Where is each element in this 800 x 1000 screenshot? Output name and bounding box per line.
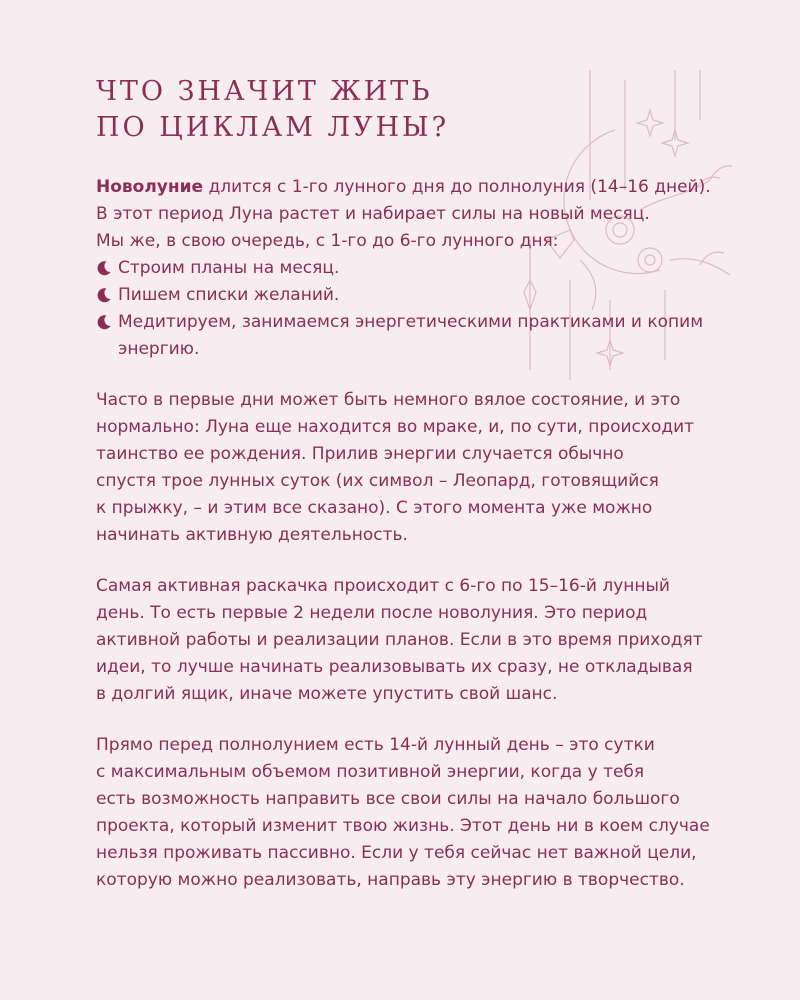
paragraph-1 (96, 387, 746, 549)
paragraph-line: начинать активную деятельность. (96, 525, 408, 545)
crescent-moon-icon (96, 314, 112, 330)
paragraph-line: спустя трое лунных суток (их символ – Леопард, готовящийся (96, 471, 659, 491)
new-moon-term: Новолуние (96, 177, 204, 197)
paragraph-line: проекта, который изменит твою жизнь. Этот день ни в коем случае (96, 816, 710, 836)
intro-line-2: В этот период Луна растет и набирает силы на новый месяц. (96, 204, 650, 224)
list-item-text: энергию. (118, 339, 200, 359)
page-body (96, 174, 746, 918)
paragraph-2 (96, 573, 746, 708)
page-title (96, 74, 746, 146)
crescent-moon-icon (96, 260, 112, 276)
page-title-line-1: ЧТО ЗНАЧИТ ЖИТЬ (96, 76, 433, 107)
list-item (96, 309, 746, 363)
paragraph-line: в долгий ящик, иначе можете упустить свой шанс. (96, 684, 558, 704)
list-item (96, 282, 746, 309)
paragraph-line: день. То есть первые 2 недели после новолуния. Это период (96, 603, 648, 623)
paragraph-line: Самая активная раскачка происходит с 6-го по 15–16-й лунный (96, 576, 670, 596)
list-item-text: Пишем списки желаний. (118, 285, 340, 305)
intro-line-3: Мы же, в свою очередь, с 1-го до 6-го лунного дня: (96, 231, 559, 251)
paragraph-line: идеи, то лучше начинать реализовывать их сразу, не откладывая (96, 657, 693, 677)
paragraph-3 (96, 732, 746, 894)
paragraph-line: Часто в первые дни может быть немного вялое состояние, и это (96, 390, 681, 410)
new-moon-actions-list (96, 255, 746, 363)
paragraph-line: которую можно реализовать, направь эту энергию в творчество. (96, 870, 685, 890)
list-item (96, 255, 746, 282)
crescent-moon-icon (96, 287, 112, 303)
paragraph-line: с максимальным объемом позитивной энергии, когда у тебя (96, 762, 645, 782)
paragraph-line: активной работы и реализации планов. Если в это время приходят (96, 630, 703, 650)
intro-section (96, 174, 746, 363)
list-item-text: Строим планы на месяц. (118, 258, 340, 278)
paragraph-line: таинство ее рождения. Прилив энергии случается обычно (96, 444, 624, 464)
paragraph-line: к прыжку, – и этим все сказано). С этого момента уже можно (96, 498, 653, 518)
paragraph-line: нельзя проживать пассивно. Если у тебя сейчас нет важной цели, (96, 843, 697, 863)
page-title-line-2: ПО ЦИКЛАМ ЛУНЫ? (96, 112, 450, 143)
intro-line-1 (96, 174, 746, 201)
paragraph-line: Прямо перед полнолунием есть 14-й лунный день – это сутки (96, 735, 655, 755)
paragraph-line: нормально: Луна еще находится во мраке, и, по сути, происходит (96, 417, 695, 437)
intro-line-1-text: длится с 1-го лунного дня до полнолуния (14–16 дней). (203, 177, 711, 197)
paragraph-line: есть возможность направить все свои силы на начало большого (96, 789, 680, 809)
list-item-text: Медитируем, занимаемся энергетическими практиками и копим (118, 312, 704, 332)
